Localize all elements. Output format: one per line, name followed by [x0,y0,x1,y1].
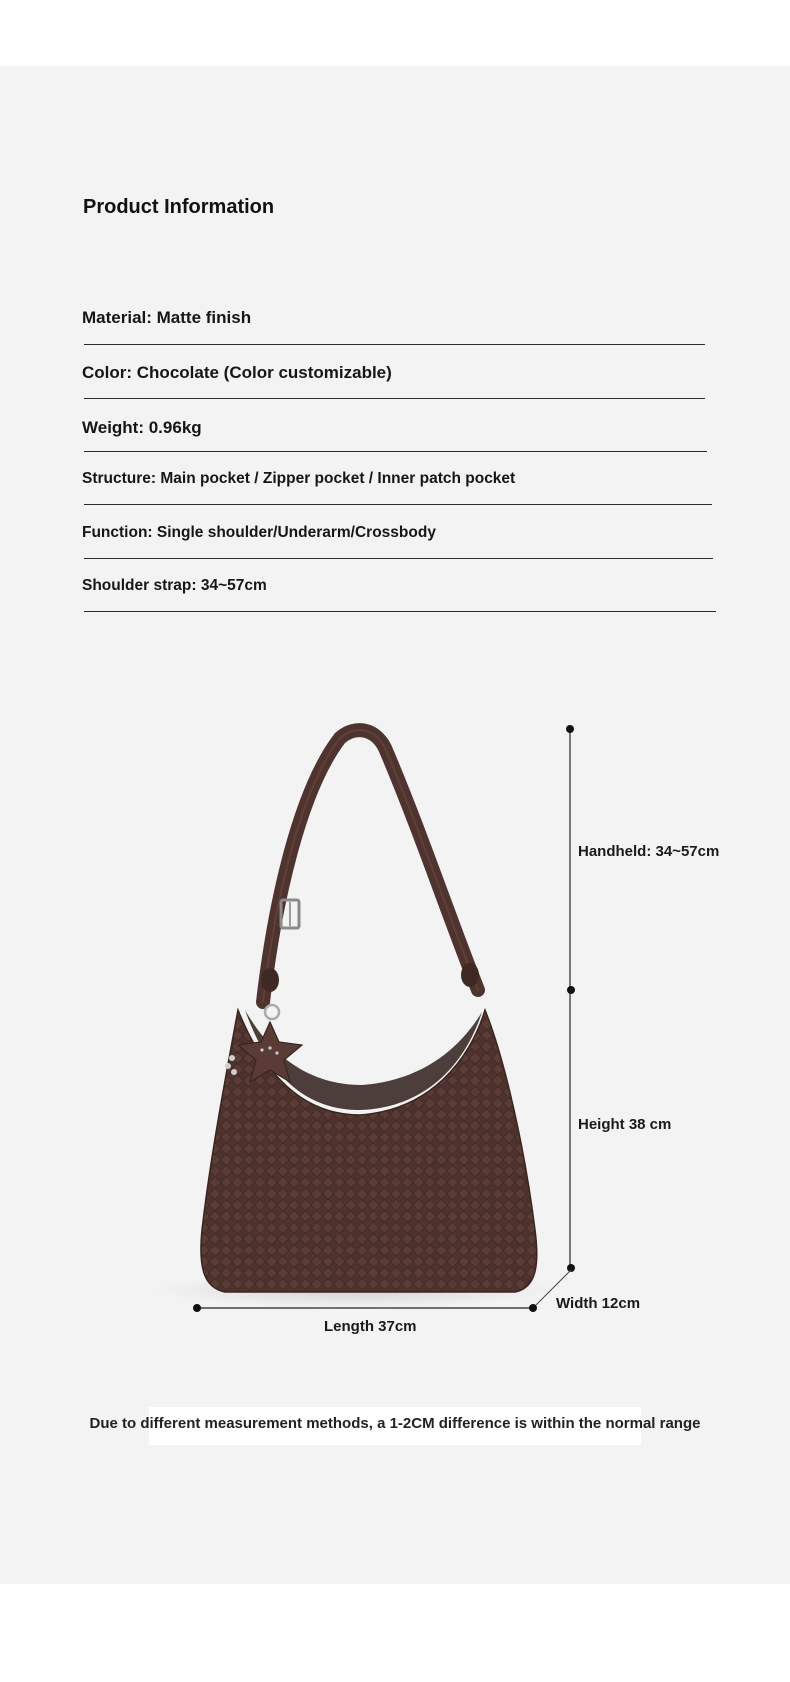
section-title: Product Information [83,196,275,218]
height-label: Height 38 cm [578,1116,672,1133]
charm-bead [229,1055,235,1061]
strap-knot-right [461,963,479,987]
strap-knot-left [261,968,279,992]
dimension-dot [529,1304,537,1312]
bag-strap [263,730,478,1002]
dimension-dot [566,725,574,733]
spec-function: Function: Single shoulder/Underarm/Crossbody [82,524,436,541]
keyring-icon [265,1005,279,1019]
dimension-dot [567,986,575,994]
length-label: Length 37cm [324,1318,417,1335]
handheld-label: Handheld: 34~57cm [578,843,720,860]
spec-material: Material: Matte finish [82,308,252,327]
spec-weight: Weight: 0.96kg [82,418,202,437]
spec-shoulder-strap: Shoulder strap: 34~57cm [82,577,267,594]
width-label: Width 12cm [556,1295,641,1312]
spec-structure: Structure: Main pocket / Zipper pocket / Inner patch pocket [82,470,516,487]
spec-color: Color: Chocolate (Color customizable) [82,363,392,382]
measurement-note: Due to different measurement methods, a 1-2CM difference is within the normal range [89,1415,701,1432]
dimension-dot [193,1304,201,1312]
